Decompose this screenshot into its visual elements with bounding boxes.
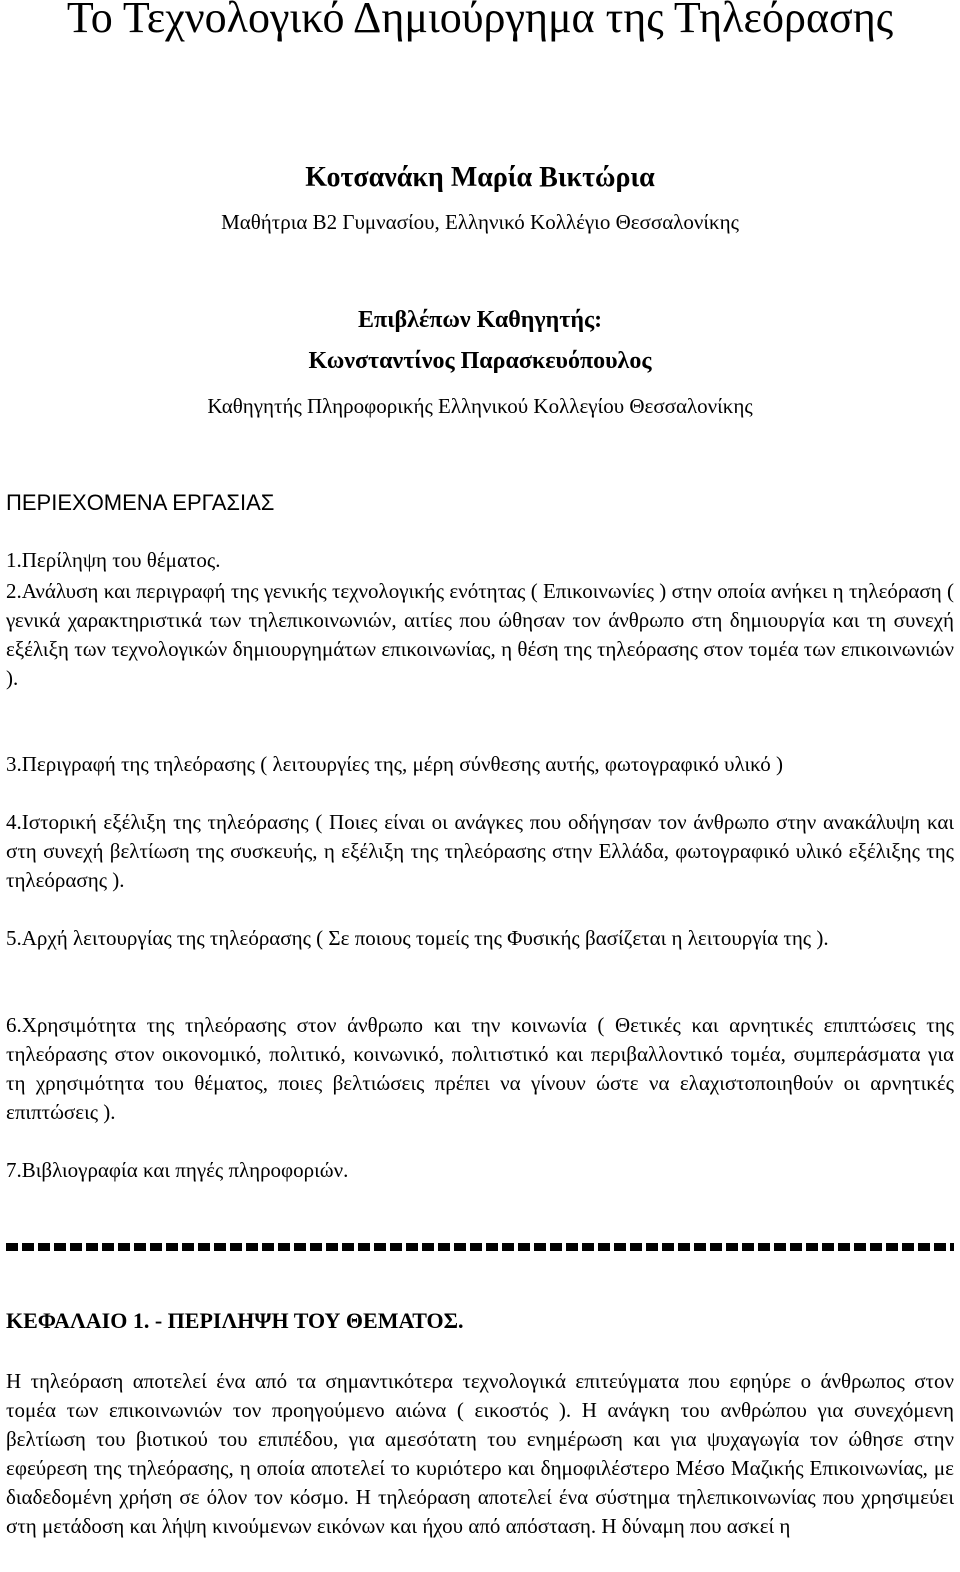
contents-heading: ΠΕΡΙΕΧΟΜΕΝΑ ΕΡΓΑΣΙΑΣ — [6, 490, 275, 515]
contents-item-6: 6.Χρησιμότητα της τηλεόρασης στον άνθρωπο και την κοινωνία ( Θετικές και αρνητικές επιπτώσεις της τηλεόρασης στον οικονομικό, πολιτικό, κοινωνικό, πολιτιστικό και περιβαλλοντικό τομέα, συμπεράσματα για τη χρησιμότητα του θέματος, ποιες βελτιώσεις πρέπει να γίνουν ώστε να ελαχιστοποιηθούν οι αρνητικές επιπτώσεις ). — [6, 1013, 954, 1124]
document-title: Το Τεχνολογικό Δημιούργημα της Τηλεόρασης — [66, 0, 894, 42]
contents-item-3: 3.Περιγραφή της τηλεόρασης ( λειτουργίες της, μέρη σύνθεσης αυτής, φωτογραφικό υλικό ) — [6, 752, 783, 776]
author-name: Κοτσανάκη Μαρία Βικτώρια — [305, 162, 655, 193]
contents-item-7: 7.Βιβλιογραφία και πηγές πληροφοριών. — [6, 1158, 349, 1182]
contents-item-5: 5.Αρχή λειτουργίας της τηλεόρασης ( Σε ποιους τομείς της Φυσικής βασίζεται η λειτουργία της ). — [6, 926, 829, 950]
supervisor-affiliation: Καθηγητής Πληροφορικής Ελληνικού Κολλεγίου Θεσσαλονίκης — [207, 394, 753, 418]
contents-item-2: 2.Ανάλυση και περιγραφή της γενικής τεχνολογικής ενότητας ( Επικοινωνίες ) στην οποία ανήκει η τηλεόραση ( γενικά χαρακτηριστικά των τηλεπικοινωνιών, αιτίες που ώθησαν τον άνθρωπο στη δημιουργία και τη συνεχή εξέλιξη των τεχνολογικών δημιουργημάτων επικοινωνίας, η θέση της τηλεόρασης στον τομέα των επικοινωνιών ). — [6, 579, 954, 690]
contents-item-1: 1.Περίληψη του θέματος. — [6, 548, 221, 572]
chapter-body: Η τηλεόραση αποτελεί ένα από τα σημαντικότερα τεχνολογικά επιτεύγματα που εφηύρε ο άνθρωπος στον τομέα των επικοινωνιών τον προηγούμενο αιώνα ( εικοστός ). Η ανάγκη του ανθρώπου για συνεχόμενη βελτίωση του βιοτικού του επιπέδου, για αμεσότατη του ενημέρωση και για ψυχαγωγία τον ώθησε στην εφεύρεση της τηλεόρασης, η οποία αποτελεί το κυριότερο και δημοφιλέστερο Μέσο Μαζικής Επικοινωνίας, με διαδεδομένη χρήση σε όλον τον κόσμο. Η τηλεόραση αποτελεί ένα σύστημα τηλεπικοινωνίας που χρησιμεύει στη μετάδοση και λήψη κινούμενων εικόνων και ήχου από απόσταση. Η δύναμη που ασκεί η — [6, 1369, 954, 1538]
supervisor-name: Κωνσταντίνος Παρασκευόπουλος — [308, 348, 652, 374]
author-affiliation: Μαθήτρια Β2 Γυμνασίου, Ελληνικό Κολλέγιο Θεσσαλονίκης — [221, 210, 739, 234]
contents-item-4: 4.Ιστορική εξέλιξη της τηλεόρασης ( Ποιες είναι οι ανάγκες που οδήγησαν τον άνθρωπο στην ανακάλυψη και στη συνεχή βελτίωση της συσκευής, η εξέλιξη της τηλεόρασης στην Ελλάδα, φωτογραφικό υλικό εξέλιξης της τηλεόρασης ). — [6, 810, 954, 892]
supervisor-label: Επιβλέπων Καθηγητής: — [357, 307, 603, 333]
chapter-heading: ΚΕΦΑΛΑΙΟ 1. - ΠΕΡΙΛΗΨΗ ΤΟΥ ΘΕΜΑΤΟΣ. — [6, 1308, 464, 1333]
section-divider — [6, 1243, 954, 1251]
